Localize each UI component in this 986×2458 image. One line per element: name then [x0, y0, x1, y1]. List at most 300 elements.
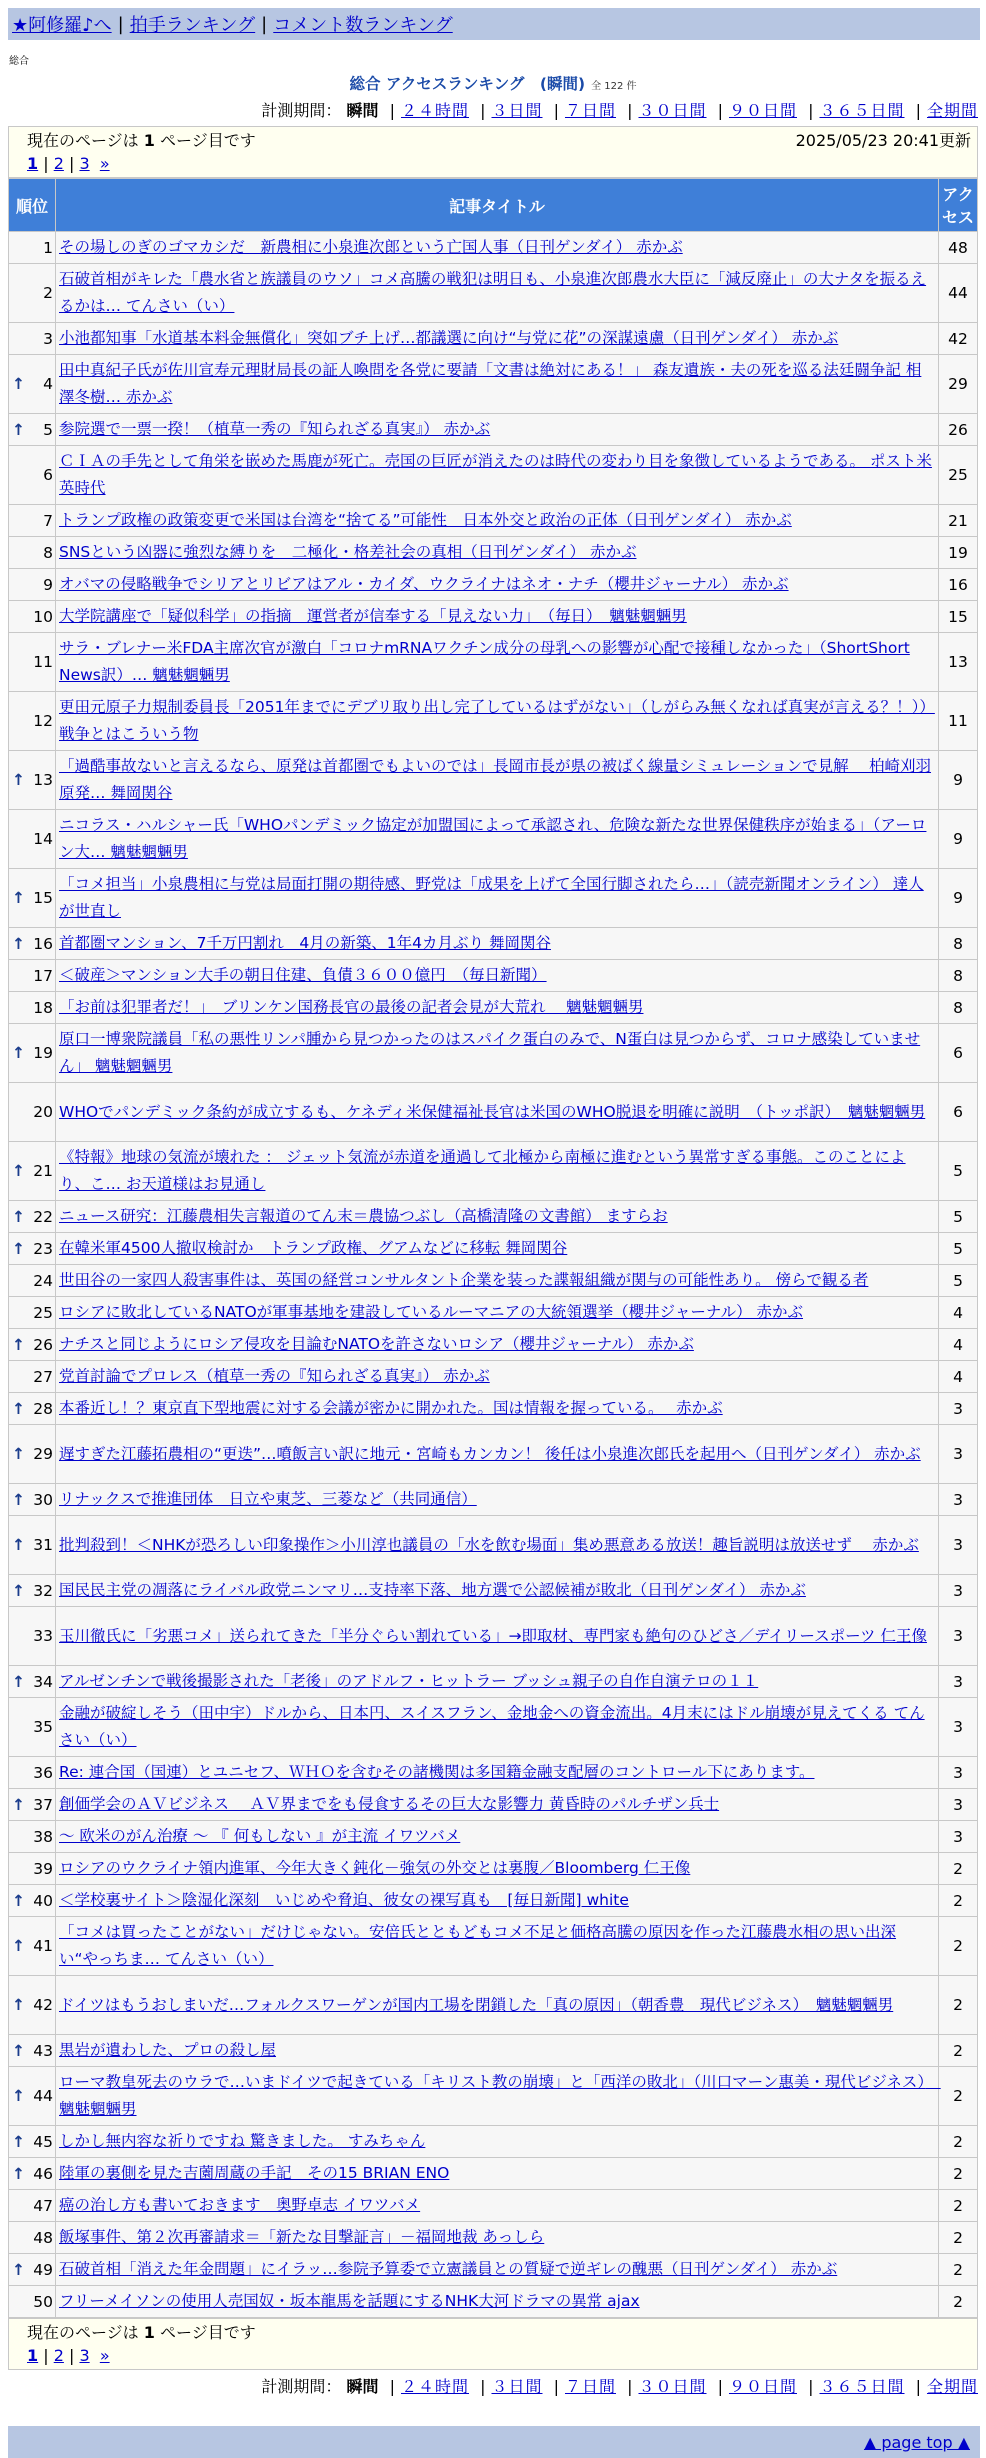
article-title-link[interactable]: ＣＩＡの手先として角栄を嵌めた馬鹿が死亡。売国の巨匠が消えたのは時代の変わり目を象徴しているようである。 ポスト米英時代: [59, 452, 932, 497]
table-row: [9, 1297, 977, 1328]
table-row: [9, 1265, 977, 1296]
rank-up-arrow-icon: ↑: [12, 934, 25, 953]
access-count: 16: [939, 569, 977, 600]
period-label: 計測期間：: [261, 101, 342, 120]
page-next-link[interactable]: »: [99, 2346, 110, 2365]
table-row: [9, 1393, 977, 1424]
rank-cell: [9, 1024, 55, 1082]
rank-cell: [9, 569, 55, 600]
title-cell: [56, 323, 938, 354]
access-count: 3: [939, 1698, 977, 1756]
ranking-container: [8, 126, 978, 2370]
table-row: [9, 869, 977, 927]
table-row: [9, 2126, 977, 2157]
rank-cell: [9, 1484, 55, 1515]
article-title-link[interactable]: ナチスと同じようにロシア侵攻を目論むNATOを許さないロシア（櫻井ジャーナル） 赤かぶ: [59, 1335, 694, 1353]
table-row: [9, 1142, 977, 1200]
rank-cell: [9, 2067, 55, 2125]
rank-cell: [9, 1666, 55, 1697]
access-count: 21: [939, 505, 977, 536]
access-count: 42: [939, 323, 977, 354]
rank-cell: [9, 1297, 55, 1328]
access-count: 3: [939, 1516, 977, 1574]
access-count: 44: [939, 264, 977, 322]
title-cell: [56, 1757, 938, 1788]
article-title-link[interactable]: Re: 連合国（国連）とユニセフ、ＷＨＯを含むその諸機関は多国籍金融支配層のコントロール下にあります。: [59, 1763, 815, 1781]
article-title-link[interactable]: 国民民主党の凋落にライバル政党ニンマリ…支持率下落、地方選で公認候補が敗北（日刊ゲンダイ） 赤かぶ: [59, 1581, 806, 1599]
article-title-link[interactable]: ＜破産＞マンション大手の朝日住建、負債３６００億円 （毎日新聞）: [59, 966, 547, 984]
period-link-3d[interactable]: ３日間: [491, 2377, 543, 2396]
title-cell: [56, 1265, 938, 1296]
access-count: 3: [939, 1484, 977, 1515]
table-row: [9, 1853, 977, 1884]
access-count: 5: [939, 1265, 977, 1296]
article-title-link[interactable]: 原口一博衆院議員「私の悪性リンパ腫から見つかったのはスパイク蛋白のみで、N蛋白は見つからず、コロナ感染していません」 魑魅魍魎男: [59, 1030, 921, 1075]
rank-cell: [9, 1917, 55, 1975]
period-link-7d[interactable]: ７日間: [564, 101, 616, 120]
article-title-link[interactable]: 在韓米軍4500人撤収検討か トランプ政権、グアムなどに移転 舞岡関谷: [59, 1239, 568, 1257]
rank-number: 50: [33, 2292, 53, 2311]
header-title: 記事タイトル: [56, 179, 938, 231]
access-count: 11: [939, 692, 977, 750]
page-link-3[interactable]: 3: [79, 154, 90, 173]
rank-cell: [9, 2126, 55, 2157]
nav-separator: |: [261, 13, 268, 35]
rank-number: 32: [33, 1581, 53, 1600]
rank-cell: [9, 1329, 55, 1360]
article-title-link[interactable]: 石破首相がキレた「農水省と族議員のウソ」コメ高騰の戦犯は明日も、小泉進次郎農水大臣に「減反廃止」の大ナタを振るえるかは… てんさい（い）: [59, 270, 927, 315]
article-title-link[interactable]: 党首討論でプロレス（植草一秀の『知られざる真実』） 赤かぶ: [59, 1367, 490, 1385]
page-link-2[interactable]: 2: [53, 2346, 64, 2365]
article-title-link[interactable]: 石破首相「消えた年金問題」にイラッ…参院予算委で立憲議員との質疑で逆ギレの醜悪（日刊ゲンダイ） 赤かぶ: [59, 2260, 838, 2278]
article-title-link[interactable]: しかし無内容な祈りですね 驚きました。 すみちゃん: [59, 2132, 426, 2150]
table-row: [9, 264, 977, 322]
article-title-link[interactable]: 「コメは買ったことがない」だけじゃない。安倍氏とともどもコメ不足と価格高騰の原因を作った江藤農水相の思い出深い“やっちま… てんさい（い）: [59, 1923, 897, 1968]
title-cell: [56, 2158, 938, 2189]
rank-number: 11: [33, 653, 53, 671]
page-next-link[interactable]: »: [99, 154, 110, 173]
rank-number: 20: [33, 1103, 53, 1121]
rank-cell: [9, 928, 55, 959]
rank-cell: [9, 1425, 55, 1483]
period-link-7d[interactable]: ７日間: [564, 2377, 616, 2396]
article-title-link[interactable]: リナックスで推進団体 日立や東芝、三菱など（共同通信）: [59, 1490, 477, 1508]
rank-number: 25: [33, 1303, 53, 1322]
article-title-link[interactable]: 「コメ担当」小泉農相に与党は局面打開の期待感、野党は「成果を上げて全国行脚されたら…」（読売新聞オンライン） 達人が世直し: [59, 875, 924, 920]
rank-cell: [9, 869, 55, 927]
title-cell: [56, 537, 938, 568]
access-count: 26: [939, 414, 977, 445]
article-title-link[interactable]: 金融が破綻しそう（田中宇）ドルから、日本円、スイスフラン、金地金への資金流出。4月末にはドル崩壊が見えてくる てんさい（い）: [59, 1704, 925, 1749]
article-title-link[interactable]: フリーメイソンの使用人売国奴・坂本龍馬を話題にするNHK大河ドラマの異常 ajax: [59, 2292, 640, 2310]
title-cell: [56, 1789, 938, 1820]
table-row: [9, 1575, 977, 1606]
nav-link-applause-ranking[interactable]: 拍手ランキング: [129, 15, 256, 36]
title-cell: [56, 692, 938, 750]
rank-number: 4: [43, 375, 53, 393]
period-link-24h[interactable]: ２４時間: [400, 101, 469, 120]
title-cell: [56, 1516, 938, 1574]
access-count: 3: [939, 1666, 977, 1697]
rank-number: 29: [33, 1445, 53, 1463]
rank-cell: [9, 1885, 55, 1916]
title-cell: [56, 1233, 938, 1264]
rank-cell: [9, 692, 55, 750]
period-link-30d[interactable]: ３０日間: [638, 101, 707, 120]
title-cell: [56, 960, 938, 991]
table-row: [9, 505, 977, 536]
article-title-link[interactable]: サラ・ブレナー米FDA主席次官が激白「コロナmRNAワクチン成分の母乳への影響が心配で接種しなかった」（ShortShort News訳）… 魑魅魍魎男: [59, 639, 910, 684]
title-cell: [56, 992, 938, 1023]
table-row: [9, 1083, 977, 1141]
rank-cell: [9, 537, 55, 568]
article-title-link[interactable]: その場しのぎのゴマカシだ 新農相に小泉進次郎という亡国人事（日刊ゲンダイ） 赤かぶ: [59, 238, 683, 256]
access-count: 4: [939, 1297, 977, 1328]
rank-number: 49: [33, 2260, 53, 2279]
access-count: 9: [939, 869, 977, 927]
table-row: [9, 1789, 977, 1820]
title-cell: [56, 1297, 938, 1328]
rank-cell: [9, 355, 55, 413]
access-count: 13: [939, 633, 977, 691]
title-cell: [56, 1976, 938, 2034]
title-cell: [56, 1607, 938, 1665]
rank-number: 18: [33, 998, 53, 1017]
article-title-link[interactable]: トランプ政権の政策変更で米国は台湾を“捨てる”可能性 日本外交と政治の正体（日刊ゲンダイ） 赤かぶ: [59, 511, 792, 529]
rank-up-arrow-icon: ↑: [12, 375, 25, 393]
table-row: [9, 569, 977, 600]
access-count: 3: [939, 1575, 977, 1606]
title-cell: [56, 2254, 938, 2285]
article-title-link[interactable]: ニュース研究：江藤農相失言報道のてん末＝農協つぶし（高橋清隆の文書館） ますらお: [59, 1207, 668, 1225]
rank-number: 43: [33, 2041, 53, 2060]
table-row: [9, 1757, 977, 1788]
table-row: [9, 2254, 977, 2285]
table-row: [9, 960, 977, 991]
rank-up-arrow-icon: ↑: [12, 1445, 25, 1463]
rank-number: 31: [33, 1536, 53, 1554]
page-top-link[interactable]: ▲ page top ▲: [863, 2432, 970, 2452]
rank-number: 34: [33, 1672, 53, 1691]
rank-number: 12: [33, 712, 53, 730]
article-title-link[interactable]: 玉川徹氏に「劣悪コメ」送られてきた「半分ぐらい割れている」→即取材、専門家も絶句のひどさ／デイリースポーツ 仁王像: [59, 1626, 927, 1645]
rank-number: 46: [33, 2164, 53, 2183]
rank-up-arrow-icon: ↑: [12, 2041, 25, 2060]
rank-cell: [9, 1575, 55, 1606]
current-page-text: 現在のページは 1 ページ目です: [27, 2323, 256, 2342]
period-link-365d[interactable]: ３６５日間: [819, 101, 905, 120]
rank-cell: [9, 1698, 55, 1756]
rank-number: 33: [33, 1627, 53, 1645]
nav-link-asyura[interactable]: ★阿修羅♪へ: [12, 15, 112, 36]
title-cell: [56, 2286, 938, 2317]
rank-number: 44: [33, 2087, 53, 2105]
nav-link-comment-ranking[interactable]: コメント数ランキング: [273, 15, 453, 36]
article-title-link[interactable]: 癌の治し方も書いておきます 奥野卓志 イワツバメ: [59, 2196, 421, 2214]
access-count: 2: [939, 2286, 977, 2317]
rank-cell: [9, 1361, 55, 1392]
ranking-table: [8, 178, 978, 2318]
access-count: 2: [939, 2067, 977, 2125]
rank-up-arrow-icon: ↑: [12, 1536, 25, 1554]
rank-number: 19: [33, 1044, 53, 1062]
table-row: [9, 323, 977, 354]
rank-cell: [9, 2035, 55, 2066]
period-selector-top: 計測期間： 瞬間 | ２４時間 | ３日間 | ７日間 | ３０日間 | ９０日間 | ３６５日間 | 全期間: [261, 101, 978, 120]
article-title-link[interactable]: 更田元原子力規制委員長「2051年までにデブリ取り出し完了しているはずがない」（しがらみ無くなれば真実が言える？！））戦争とはこういう物: [59, 698, 935, 743]
article-title-link[interactable]: 世田谷の一家四人殺害事件は、英国の経営コンサルタント企業を装った諜報組織が関与の可能性あり。 傍らで観る者: [59, 1271, 869, 1289]
rank-number: 27: [33, 1367, 53, 1386]
rank-number: 21: [33, 1162, 53, 1180]
title-cell: [56, 1361, 938, 1392]
rank-cell: [9, 1757, 55, 1788]
title-cell: [56, 1821, 938, 1852]
title-cell: [56, 232, 938, 263]
period-label: 計測期間：: [261, 2377, 342, 2396]
rank-number: 17: [33, 966, 53, 985]
period-link-90d[interactable]: ９０日間: [728, 101, 797, 120]
title-cell: [56, 810, 938, 868]
access-count: 8: [939, 960, 977, 991]
table-row: [9, 2222, 977, 2253]
table-row: [9, 2190, 977, 2221]
access-count: 3: [939, 1425, 977, 1483]
title-cell: [56, 1698, 938, 1756]
header-rank: 順位: [9, 179, 55, 231]
access-count: 8: [939, 992, 977, 1023]
pagination-top: 現在のページは 1 ページ目です 2025/05/23 20:41更新 1 | 2 | 3 »: [8, 126, 978, 178]
access-count: 25: [939, 446, 977, 504]
access-count: 2: [939, 2158, 977, 2189]
rank-number: 38: [33, 1827, 53, 1846]
rank-cell: [9, 446, 55, 504]
article-title-link[interactable]: 大学院講座で「疑似科学」の指摘 運営者が信奉する「見えない力」 （毎日） 魑魅魍魎男: [59, 607, 687, 625]
rank-up-arrow-icon: ↑: [12, 1239, 25, 1258]
rank-number: 16: [33, 934, 53, 953]
rank-cell: [9, 2222, 55, 2253]
rank-cell: [9, 1516, 55, 1574]
category-label: 総合: [9, 56, 29, 67]
ranking-rows: [9, 232, 977, 2317]
rank-number: 10: [33, 607, 53, 626]
article-title-link[interactable]: 「お前は犯罪者だ！」 ブリンケン国務長官の最後の記者会見が大荒れ 魑魅魍魎男: [59, 998, 644, 1016]
article-title-link[interactable]: SNSという凶器に強烈な縛りを 二極化・格差社会の真相（日刊ゲンダイ） 赤かぶ: [59, 543, 637, 561]
rank-up-arrow-icon: ↑: [12, 889, 25, 907]
current-page-text: 現在のページは 1 ページ目です: [27, 131, 256, 150]
rank-cell: [9, 1083, 55, 1141]
access-count: 19: [939, 537, 977, 568]
rank-cell: [9, 1853, 55, 1884]
article-title-link[interactable]: 首都圏マンション、7千万円割れ 4月の新築、1年4カ月ぶり 舞岡関谷: [59, 934, 551, 952]
article-title-link[interactable]: ローマ教皇死去のウラで…いまドイツで起きている「キリスト教の崩壊」と「西洋の敗北」（川口マーン惠美・現代ビジネス） 魑魅魍魎男: [59, 2073, 941, 2118]
access-count: 9: [939, 810, 977, 868]
table-row: [9, 1329, 977, 1360]
title-cell: [56, 1853, 938, 1884]
title-cell: [56, 1425, 938, 1483]
period-link-24h[interactable]: ２４時間: [400, 2377, 469, 2396]
period-current: 瞬間: [346, 101, 379, 120]
rank-number: 23: [33, 1239, 53, 1258]
table-row: [9, 2158, 977, 2189]
access-count: 2: [939, 1885, 977, 1916]
rank-number: 42: [33, 1996, 53, 2014]
rank-up-arrow-icon: ↑: [12, 2132, 25, 2151]
table-row: [9, 633, 977, 691]
period-link-all[interactable]: 全期間: [926, 2377, 978, 2396]
article-title-link[interactable]: 《特報》地球の気流が壊れた ： ジェット気流が赤道を通過して北極から南極に進むという異常すぎる事態。このことにより、こ… お天道様はお見通し: [59, 1148, 906, 1193]
table-row: [9, 2035, 977, 2066]
rank-number: 24: [33, 1271, 53, 1290]
table-row: [9, 751, 977, 809]
rank-up-arrow-icon: ↑: [12, 1490, 25, 1509]
article-title-link[interactable]: 陸軍の裏側を見た吉薗周蔵の手記 その15 BRIAN ENO: [59, 2164, 450, 2182]
article-title-link[interactable]: 飯塚事件、第２次再審請求＝「新たな目撃証言」－福岡地裁 あっしら: [59, 2228, 545, 2246]
title-cell: [56, 1083, 938, 1141]
period-link-3d[interactable]: ３日間: [491, 101, 543, 120]
rank-up-arrow-icon: ↑: [12, 1795, 25, 1814]
rank-cell: [9, 323, 55, 354]
total-count: 全 122 件: [591, 81, 637, 92]
access-count: 9: [939, 751, 977, 809]
footer-bar: [8, 2426, 980, 2458]
title-cell: [56, 601, 938, 632]
article-title-link[interactable]: ロシアに敗北しているNATOが軍事基地を建設しているルーマニアの大統領選挙（櫻井ジャーナル） 赤かぶ: [59, 1303, 804, 1321]
rank-cell: [9, 2190, 55, 2221]
article-title-link[interactable]: WHOでパンデミック条約が成立するも、ケネディ米保健福祉長官は米国のWHO脱退を明確に説明 （トッポ訳） 魑魅魍魎男: [59, 1102, 926, 1121]
access-count: 2: [939, 2035, 977, 2066]
access-count: 5: [939, 1233, 977, 1264]
rank-cell: [9, 2254, 55, 2285]
title-cell: [56, 1329, 938, 1360]
rank-number: 48: [33, 2228, 53, 2247]
rank-up-arrow-icon: ↑: [12, 1162, 25, 1180]
access-count: 2: [939, 2126, 977, 2157]
rank-number: 22: [33, 1207, 53, 1226]
table-row: [9, 992, 977, 1023]
rank-cell: [9, 633, 55, 691]
table-row: [9, 537, 977, 568]
article-title-link[interactable]: ニコラス・ハルシャー氏「WHOパンデミック協定が加盟国によって承認され、危険な新たな世界保健秩序が始まる」（アーロン大… 魑魅魍魎男: [59, 816, 927, 861]
article-title-link[interactable]: 創価学会のＡＶビジネス ＡＶ界までをも侵食するその巨大な影響力 黄昏時のパルチザン兵士: [59, 1795, 720, 1813]
access-count: 2: [939, 1853, 977, 1884]
rank-number: 8: [43, 543, 53, 562]
period-link-90d[interactable]: ９０日間: [728, 2377, 797, 2396]
rank-cell: [9, 1142, 55, 1200]
title-cell: [56, 446, 938, 504]
rank-up-arrow-icon: ↑: [12, 1581, 25, 1600]
rank-cell: [9, 505, 55, 536]
rank-up-arrow-icon: ↑: [12, 2087, 25, 2105]
rank-number: 37: [33, 1795, 53, 1814]
title-cell: [56, 1024, 938, 1082]
access-count: 5: [939, 1201, 977, 1232]
article-title-link[interactable]: 参院選で一票一揆！（植草一秀の『知られざる真実』） 赤かぶ: [59, 420, 491, 438]
page-title-row: [0, 72, 986, 94]
rank-number: 3: [43, 329, 53, 348]
article-title-link[interactable]: ロシアのウクライナ領内進軍、今年大きく鈍化－強気の外交とは裏腹／Bloomberg 仁王像: [59, 1859, 691, 1877]
rank-number: 35: [33, 1718, 53, 1736]
article-title-link[interactable]: ～ 欧米のがん治療 ～ 『 何もしない 』が主流 イワツバメ: [59, 1827, 461, 1845]
rank-number: 14: [33, 830, 53, 848]
rank-cell: [9, 751, 55, 809]
access-count: 4: [939, 1329, 977, 1360]
title-cell: [56, 1142, 938, 1200]
article-title-link[interactable]: 本番近し！？東京直下型地震に対する会議が密かに開かれた。国は情報を握っている。 赤かぶ: [59, 1399, 723, 1417]
updated-timestamp: 2025/05/23 20:41更新: [795, 131, 971, 150]
table-row: [9, 1024, 977, 1082]
period-link-365d[interactable]: ３６５日間: [819, 2377, 905, 2396]
access-count: 3: [939, 1393, 977, 1424]
table-row: [9, 1201, 977, 1232]
article-title-link[interactable]: ＜学校裏サイト＞陰湿化深刻 いじめや脅迫、彼女の裸写真も [毎日新聞] white: [59, 1891, 629, 1909]
table-row: [9, 2067, 977, 2125]
title-cell: [56, 505, 938, 536]
title-cell: [56, 2222, 938, 2253]
rank-cell: [9, 1976, 55, 2034]
table-row: [9, 446, 977, 504]
rank-cell: [9, 992, 55, 1023]
period-link-30d[interactable]: ３０日間: [638, 2377, 707, 2396]
table-row: [9, 1607, 977, 1665]
access-count: 2: [939, 2222, 977, 2253]
article-title-link[interactable]: アルゼンチンで戦後撮影された「老後」のアドルフ・ヒットラー ブッシュ親子の自作自演テロの１１: [59, 1672, 759, 1690]
article-title-link[interactable]: 遅すぎた江藤拓農相の“更迭”…噴飯言い訳に地元・宮崎もカンカン！ 後任は小泉進次郎氏を起用へ（日刊ゲンダイ） 赤かぶ: [59, 1444, 921, 1463]
table-row: [9, 2286, 977, 2317]
page-link-1[interactable]: 1: [27, 2346, 39, 2365]
table-row: [9, 1425, 977, 1483]
rank-cell: [9, 414, 55, 445]
rank-cell: [9, 960, 55, 991]
page-link-1[interactable]: 1: [27, 154, 39, 173]
rank-cell: [9, 2286, 55, 2317]
article-title-link[interactable]: 田中真紀子氏が佐川宣寿元理財局長の証人喚問を各党に要請「文書は絶対にある！」 森友遺族・夫の死を巡る法廷闘争記 相澤冬樹… 赤かぶ: [59, 361, 922, 406]
rank-cell: [9, 810, 55, 868]
rank-up-arrow-icon: ↑: [12, 1996, 25, 2014]
page-link-2[interactable]: 2: [53, 154, 64, 173]
title-cell: [56, 751, 938, 809]
article-title-link[interactable]: オバマの侵略戦争でシリアとリビアはアル・カイダ、ウクライナはネオ・ナチ（櫻井ジャーナル） 赤かぶ: [59, 575, 789, 593]
article-title-link[interactable]: ドイツはもうおしまいだ…フォルクスワーゲンが国内工場を閉鎖した「真の原因」（朝香豊 現代ビジネス） 魑魅魍魎男: [59, 1995, 894, 2014]
access-count: 6: [939, 1024, 977, 1082]
rank-cell: [9, 1393, 55, 1424]
access-count: 3: [939, 1789, 977, 1820]
title-cell: [56, 1885, 938, 1916]
article-title-link[interactable]: 「過酷事故ないと言えるなら、原発は首都圏でもよいのでは」長岡市長が県の被ばく線量シミュレーションで見解 柏崎刈羽原発… 舞岡関谷: [59, 757, 932, 802]
page-link-3[interactable]: 3: [79, 2346, 90, 2365]
rank-number: 1: [43, 238, 53, 257]
table-row: [9, 1233, 977, 1264]
table-row: [9, 1917, 977, 1975]
period-link-all[interactable]: 全期間: [926, 101, 978, 120]
title-cell: [56, 569, 938, 600]
access-count: 2: [939, 2190, 977, 2221]
rank-up-arrow-icon: ↑: [12, 1207, 25, 1226]
pagination-bottom: 現在のページは 1 ページ目です 1 | 2 | 3 »: [8, 2318, 978, 2370]
title-cell: [56, 2126, 938, 2157]
article-title-link[interactable]: 批判殺到！＜NHKが恐ろしい印象操作＞小川淳也議員の「水を飲む場面」集め悪意ある放送！趣旨説明は放送せず 赤かぶ: [59, 1535, 919, 1554]
article-title-link[interactable]: 黒岩が遺わした、プロの殺し屋: [59, 2041, 277, 2059]
table-row: [9, 692, 977, 750]
title-cell: [56, 633, 938, 691]
title-cell: [56, 1393, 938, 1424]
rank-cell: [9, 232, 55, 263]
title-cell: [56, 1484, 938, 1515]
rank-number: 26: [33, 1335, 53, 1354]
title-cell: [56, 414, 938, 445]
page-title: 総合 アクセスランキング (瞬間): [349, 75, 586, 93]
table-row: [9, 1666, 977, 1697]
article-title-link[interactable]: 小池都知事「水道基本料金無償化」突如ブチ上げ…都議選に向け“与党に花”の深謀遠慮（日刊ゲンダイ） 赤かぶ: [59, 329, 839, 347]
